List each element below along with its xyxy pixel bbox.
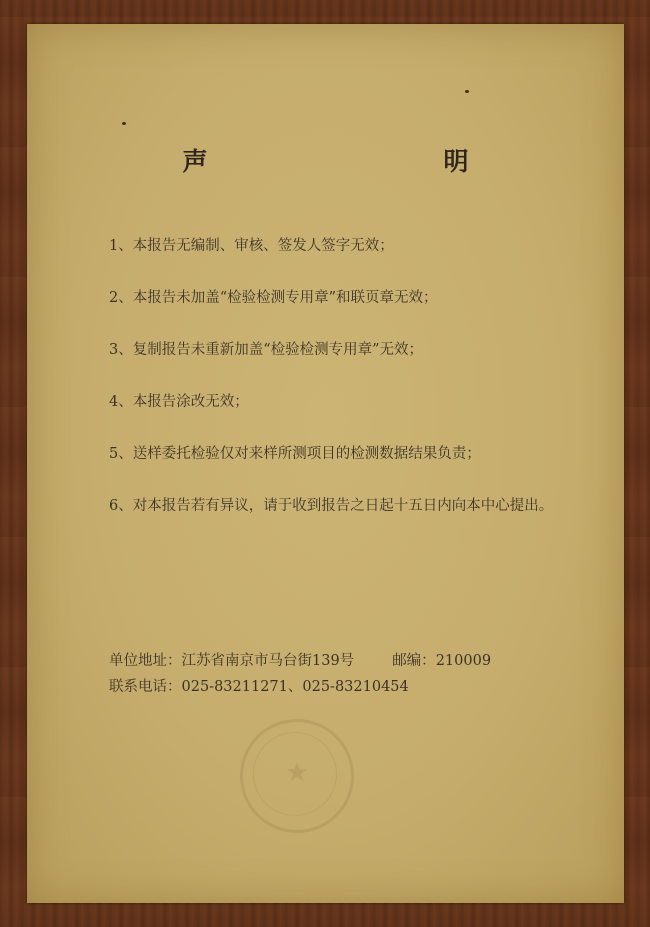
list-item: 3、复制报告未重新加盖“检验检测专用章”无效；: [109, 342, 424, 358]
ink-speck: [465, 90, 469, 93]
contact-info: [109, 648, 491, 700]
address-value: 江苏省南京市马台街139号: [181, 653, 355, 669]
postcode-value: 210009: [435, 653, 492, 669]
phone-label: 联系电话：: [109, 679, 182, 695]
postcode-label: 邮编：: [392, 653, 436, 669]
faded-round-seal-icon: ★: [240, 719, 354, 833]
list-item: 2、本报告未加盖“检验检测专用章”和联页章无效；: [109, 290, 438, 306]
declaration-paper: [27, 24, 624, 903]
phone-row: [109, 674, 491, 700]
list-item: 1、本报告无编制、审核、签发人签字无效；: [109, 238, 394, 254]
phone-value: 025-83211271、025-83210454: [181, 679, 409, 695]
address-row: [109, 648, 491, 674]
address-label: 单位地址：: [109, 653, 182, 669]
list-item: 4、本报告涂改无效；: [109, 394, 249, 410]
list-item: 5、送样委托检验仅对来样所测项目的检测数据结果负责；: [109, 446, 481, 462]
list-item: 6、对本报告若有异议，请于收到报告之日起十五日内向本中心提出。: [109, 498, 554, 514]
ink-speck: [122, 122, 126, 125]
page-title: 声 明: [182, 147, 531, 176]
declaration-list: [109, 234, 609, 546]
